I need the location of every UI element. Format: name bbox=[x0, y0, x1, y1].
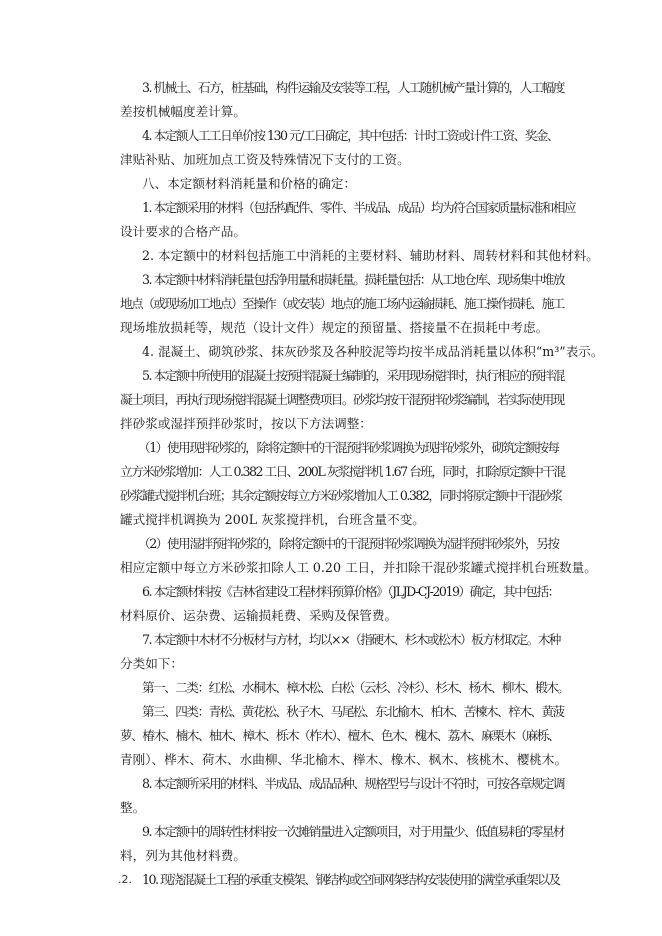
text-line: 青刚）、桦木、荷木、水曲柳、华北榆木、榉木、橡木、枫木、核桃木、樱桃木。 bbox=[120, 752, 568, 767]
text-line: （1）使用现拌砂浆的，除将定额中的干混预拌砂浆调换为现拌砂浆外，砌筑定额按每 bbox=[138, 440, 559, 455]
text-line: 差按机械幅度差计算。 bbox=[120, 104, 246, 119]
text-line: 料，列为其他材料费。 bbox=[120, 848, 246, 863]
text-line: 津贴补贴、加班加点工资及特殊情况下支付的工资。 bbox=[120, 152, 410, 167]
text-line: 整。 bbox=[120, 800, 146, 815]
text-line: 拌砂浆或湿拌预拌砂浆时，按以下方法调整： bbox=[120, 416, 372, 431]
text-line: 凝土项目，再执行现场搅拌混凝土调整费项目。砂浆均按干混预拌砂浆编制，若实际使用现 bbox=[120, 392, 564, 407]
text-line: 10. 现浇混凝土工程的承重支模架、钢结构或空间网架结构安装使用的满堂承重架以及 bbox=[142, 872, 560, 887]
text-line: 第三、四类：青松、黄花松、秋子木、马尾松、东北榆木、柏木、苦楝木、梓木、黄菠 bbox=[142, 704, 564, 719]
text-line: 现场堆放损耗等，规范（设计文件）规定的预留量、搭接量不在损耗中考虑。 bbox=[120, 320, 549, 335]
text-line: 罐式搅拌机调换为 200L 灰浆搅拌机，台班含量不变。 bbox=[120, 512, 425, 527]
text-line: 八、本定额材料消耗量和价格的确定： bbox=[142, 176, 357, 191]
page-number: .2. bbox=[118, 873, 132, 886]
text-line: 相应定额中每立方米砂浆扣除人工 0.20 工日，并扣除干混砂浆罐式搅拌机台班数量。 bbox=[120, 560, 597, 575]
text-line: 3. 机械土、石方，桩基础，构件运输及安装等工程，人工随机械产量计算的，人工幅度 bbox=[142, 80, 564, 95]
text-line: 立方米砂浆增加：人工 0.382 工日、200L 灰浆搅拌机 1.67 台班，同时，扣除原定额中干混 bbox=[120, 464, 565, 479]
text-line: 8. 本定额所采用的材料、半成品、成品品种、规格型号与设计不符时，可按各章规定调 bbox=[142, 776, 564, 791]
text-line: 材料原价、运杂费、运输损耗费、采购及保管费。 bbox=[120, 608, 398, 623]
text-line: 设计要求的合格产品。 bbox=[120, 224, 246, 239]
text-line: 7. 本定额中木材不分板材与方材，均以××（指硬木、杉木或松木）板方材取定。木种 bbox=[142, 632, 560, 647]
text-line: 2. 本定额中的材料包括施工中消耗的主要材料、辅助材料、周转材料和其他材料。 bbox=[142, 248, 599, 263]
text-line: 分类如下： bbox=[120, 656, 183, 671]
text-line: 萝、椿木、楠木、柚木、樟木、栎木（柞木）、檀木、色木、槐木、荔木、麻栗木（麻栎、 bbox=[120, 728, 559, 743]
text-line: 地点（或现场加工地点）至操作（或安装）地点的施工场内运输损耗、施工操作损耗、施工 bbox=[120, 296, 564, 311]
text-line: 9. 本定额中的周转性材料按一次摊销量进入定额项目，对于用量少、低值易耗的零星材 bbox=[142, 824, 564, 839]
text-line: （2）使用湿拌预拌砂浆的，除将定额中的干混预拌砂浆调换为湿拌预拌砂浆外，另按 bbox=[138, 536, 559, 551]
text-line: 5. 本定额中所使用的混凝土按预拌混凝土编制的，采用现场搅拌时，执行相应的预拌混 bbox=[142, 368, 564, 383]
text-line: 1. 本定额采用的材料（包括构配件、零件、半成品、成品）均为符合国家质量标准和相应 bbox=[142, 200, 576, 215]
text-line: 6. 本定额材料按《吉林省建设工程材料预算价格》（JLJD-CJ-2019）确定，其中包括： bbox=[142, 584, 559, 599]
text-line: 4. 混凝土、砌筑砂浆、抹灰砂浆及各种胶泥等均按半成品消耗量以体积“m³”表示。 bbox=[142, 344, 604, 359]
text-line: 4. 本定额人工工日单价按 130 元/工日确定，其中包括：计时工资或计件工资、奖金、 bbox=[142, 128, 558, 143]
text-line: 第一、二类：红松、水桐木、樟木松、白松（云杉、冷杉）、杉木、杨木、柳木、椴木。 bbox=[142, 680, 569, 695]
text-line: 砂浆罐式搅拌机台班；其余定额按每立方米砂浆增加人工 0.382，同时将原定额中干混砂浆 bbox=[120, 488, 562, 503]
text-line: 3. 本定额中材料消耗量包括净用量和损耗量。损耗量包括：从工地仓库、现场集中堆放 bbox=[142, 272, 564, 287]
